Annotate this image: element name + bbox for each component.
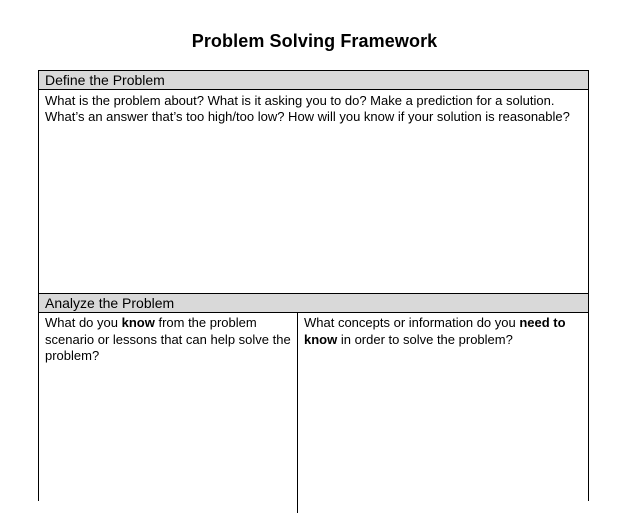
define-problem-header: Define the Problem (39, 71, 588, 90)
document-title: Problem Solving Framework (191, 31, 438, 51)
define-prompt-line-1: What is the problem about? What is it asking you to do? Make a prediction for a solution. (45, 93, 555, 108)
define-problem-prompt (45, 93, 581, 125)
know-prompt-post: from the problem scenario or lessons that can help solve the problem? (45, 315, 291, 363)
need-prompt-pre: What concepts or information do you (304, 315, 520, 330)
analyze-problem-header: Analyze the Problem (39, 293, 588, 313)
define-prompt-line-2: What’s an answer that’s too high/too low? How will you know if your solution is reasonable? (45, 109, 570, 124)
know-prompt-pre: What do you (45, 315, 122, 330)
know-prompt-bold: know (121, 315, 155, 330)
know-prompt (45, 315, 291, 365)
need-prompt-bold: need to know (304, 315, 566, 347)
framework-table (38, 70, 589, 501)
column-divider (297, 313, 298, 513)
need-prompt-post: in order to solve the problem? (337, 331, 513, 347)
need-to-know-prompt (304, 315, 582, 348)
